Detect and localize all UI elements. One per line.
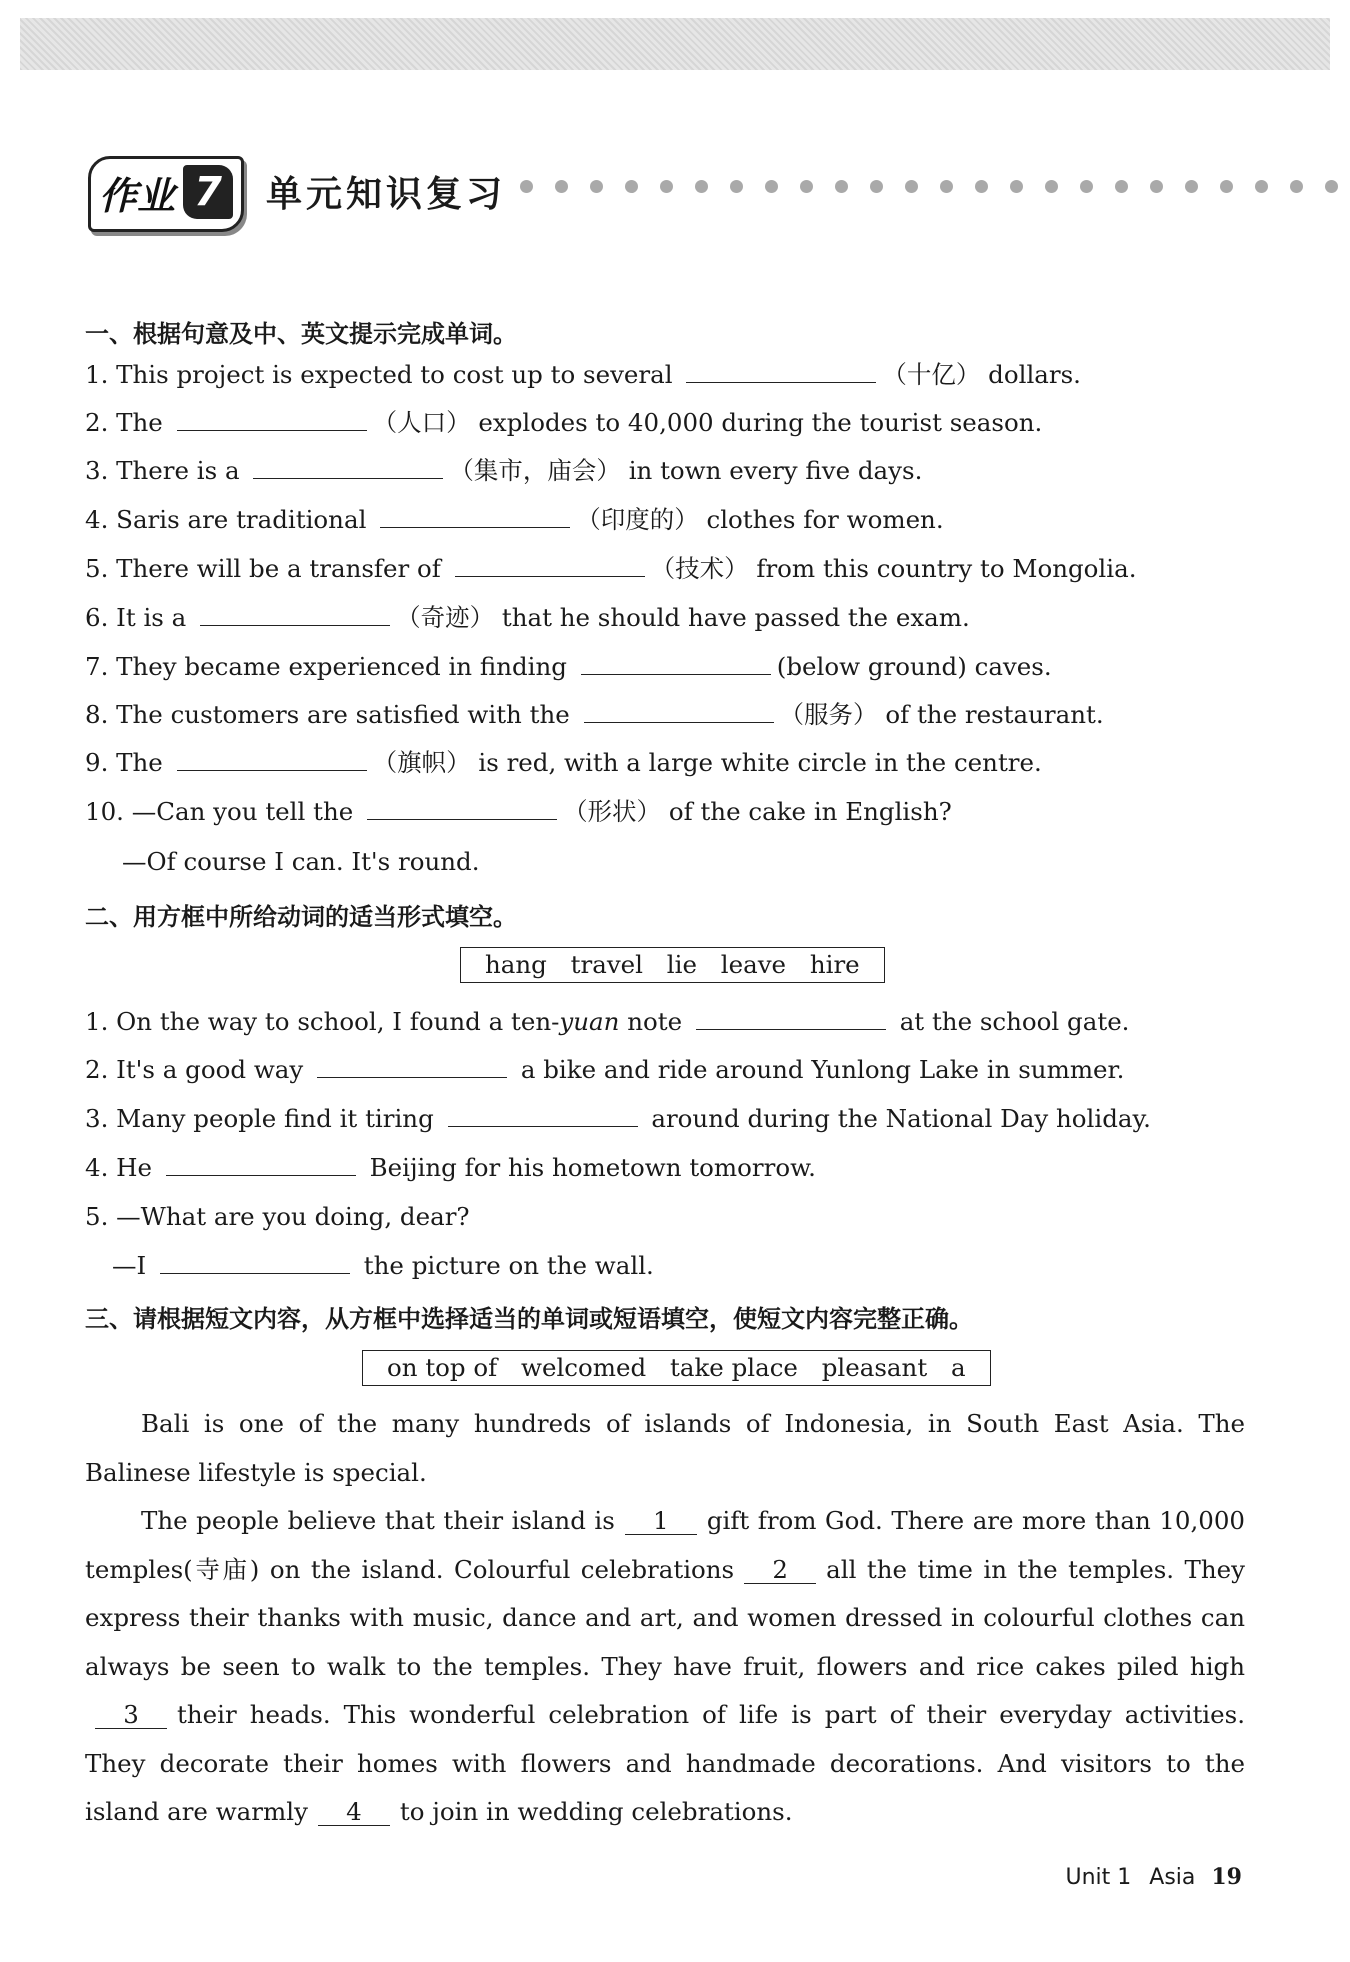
answer-blank[interactable] <box>448 1104 638 1127</box>
footer-unit: Unit 1 <box>1065 1865 1132 1890</box>
s1-item-7: 7. They became experienced in finding (below ground) caves. <box>85 652 1052 681</box>
word-option: hire <box>809 950 860 979</box>
answer-blank[interactable] <box>166 1153 356 1176</box>
passage-blank-2[interactable]: 2 <box>744 1557 816 1584</box>
homework-label: 作业 <box>99 174 176 218</box>
word-box-3 <box>362 1350 991 1386</box>
word-option: welcomed <box>521 1353 647 1382</box>
answer-blank[interactable] <box>686 360 876 383</box>
decorative-dots <box>520 180 1338 193</box>
answer-blank[interactable] <box>200 603 390 626</box>
s1-item-4: 4. Saris are traditional （印度的） clothes for women. <box>85 505 944 534</box>
s2-item-4: 4. He Beijing for his hometown tomorrow. <box>85 1153 816 1182</box>
word-option: leave <box>720 950 787 979</box>
s2-item-5: 5. —What are you doing, dear? <box>85 1202 470 1231</box>
s1-item-8: 8. The customers are satisfied with the （服务） of the restaurant. <box>85 700 1104 729</box>
word-option: a <box>950 1353 966 1382</box>
section-2-heading: 二、用方框中所给动词的适当形式填空。 <box>85 903 517 931</box>
answer-blank[interactable] <box>177 748 367 771</box>
answer-blank[interactable] <box>253 456 443 479</box>
s2-item-3: 3. Many people find it tiring around during the National Day holiday. <box>85 1104 1151 1133</box>
s1-item-10-reply: —Of course I can. It's round. <box>122 847 480 876</box>
homework-badge <box>88 156 244 232</box>
answer-blank[interactable] <box>581 652 771 675</box>
passage-paragraph-1: Bali is one of the many hundreds of islands of Indonesia, in South East Asia. The Balinese lifestyle is special. <box>85 1409 1245 1487</box>
word-option: take place <box>670 1353 798 1382</box>
s2-item-1: 1. On the way to school, I found a ten-yuan note at the school gate. <box>85 1007 1130 1036</box>
section-1-heading: 一、根据句意及中、英文提示完成单词。 <box>85 320 517 348</box>
passage-blank-4[interactable]: 4 <box>318 1799 390 1826</box>
answer-blank[interactable] <box>455 554 645 577</box>
word-option: travel <box>570 950 643 979</box>
s2-item-5-reply: —I the picture on the wall. <box>112 1251 654 1280</box>
passage-blank-3[interactable]: 3 <box>95 1702 167 1729</box>
s1-item-1: 1. This project is expected to cost up to several （十亿） dollars. <box>85 360 1081 389</box>
s1-item-5: 5. There will be a transfer of （技术） from this country to Mongolia. <box>85 554 1137 583</box>
page-footer <box>1065 1864 1242 1890</box>
s1-item-2: 2. The （人口） explodes to 40,000 during the tourist season. <box>85 408 1043 437</box>
word-option: lie <box>666 950 697 979</box>
answer-blank[interactable] <box>367 797 557 820</box>
word-option: pleasant <box>821 1353 928 1382</box>
s1-item-3: 3. There is a （集市，庙会） in town every five days. <box>85 456 923 485</box>
answer-blank[interactable] <box>177 408 367 431</box>
word-option: hang <box>485 950 547 979</box>
answer-blank[interactable] <box>696 1007 886 1030</box>
answer-blank[interactable] <box>584 700 774 723</box>
s1-item-9: 9. The （旗帜） is red, with a large white circle in the centre. <box>85 748 1042 777</box>
s2-item-2: 2. It's a good way a bike and ride around Yunlong Lake in summer. <box>85 1055 1125 1084</box>
answer-blank[interactable] <box>380 505 570 528</box>
s1-item-6: 6. It is a （奇迹） that he should have passed the exam. <box>85 603 970 632</box>
passage-blank-1[interactable]: 1 <box>625 1508 697 1535</box>
homework-number: 7 <box>183 165 233 219</box>
word-box-2 <box>460 947 885 983</box>
footer-topic: Asia <box>1149 1865 1196 1890</box>
page-header <box>88 156 1338 232</box>
answer-blank[interactable] <box>317 1055 507 1078</box>
s1-item-10: 10. —Can you tell the （形状） of the cake in English? <box>85 797 952 826</box>
page-title: 单元知识复习 <box>266 174 507 215</box>
word-option: on top of <box>387 1353 498 1382</box>
section-3-heading: 三、请根据短文内容，从方框中选择适当的单词或短语填空，使短文内容完整正确。 <box>85 1305 973 1333</box>
answer-blank[interactable] <box>160 1251 350 1274</box>
top-scan-band <box>20 18 1330 70</box>
page-number: 19 <box>1211 1864 1242 1890</box>
passage-paragraph-2: The people believe that their island is 1 gift from God. There are more than 10,000 temples(寺庙) on the island. Colourful celebrations 2 all the time in the temples. They express their thanks with music, dance and art, and women dressed in colourful clothes can always be seen to walk to the temples. They have fruit, flowers and rice cakes piled high3 their heads. This wonderful celebration of life is part of their everyday activities. They decorate their homes with flowers and handmade decorations. And visitors to the island are warmly 4 to join in wedding celebrations. <box>85 1506 1246 1826</box>
